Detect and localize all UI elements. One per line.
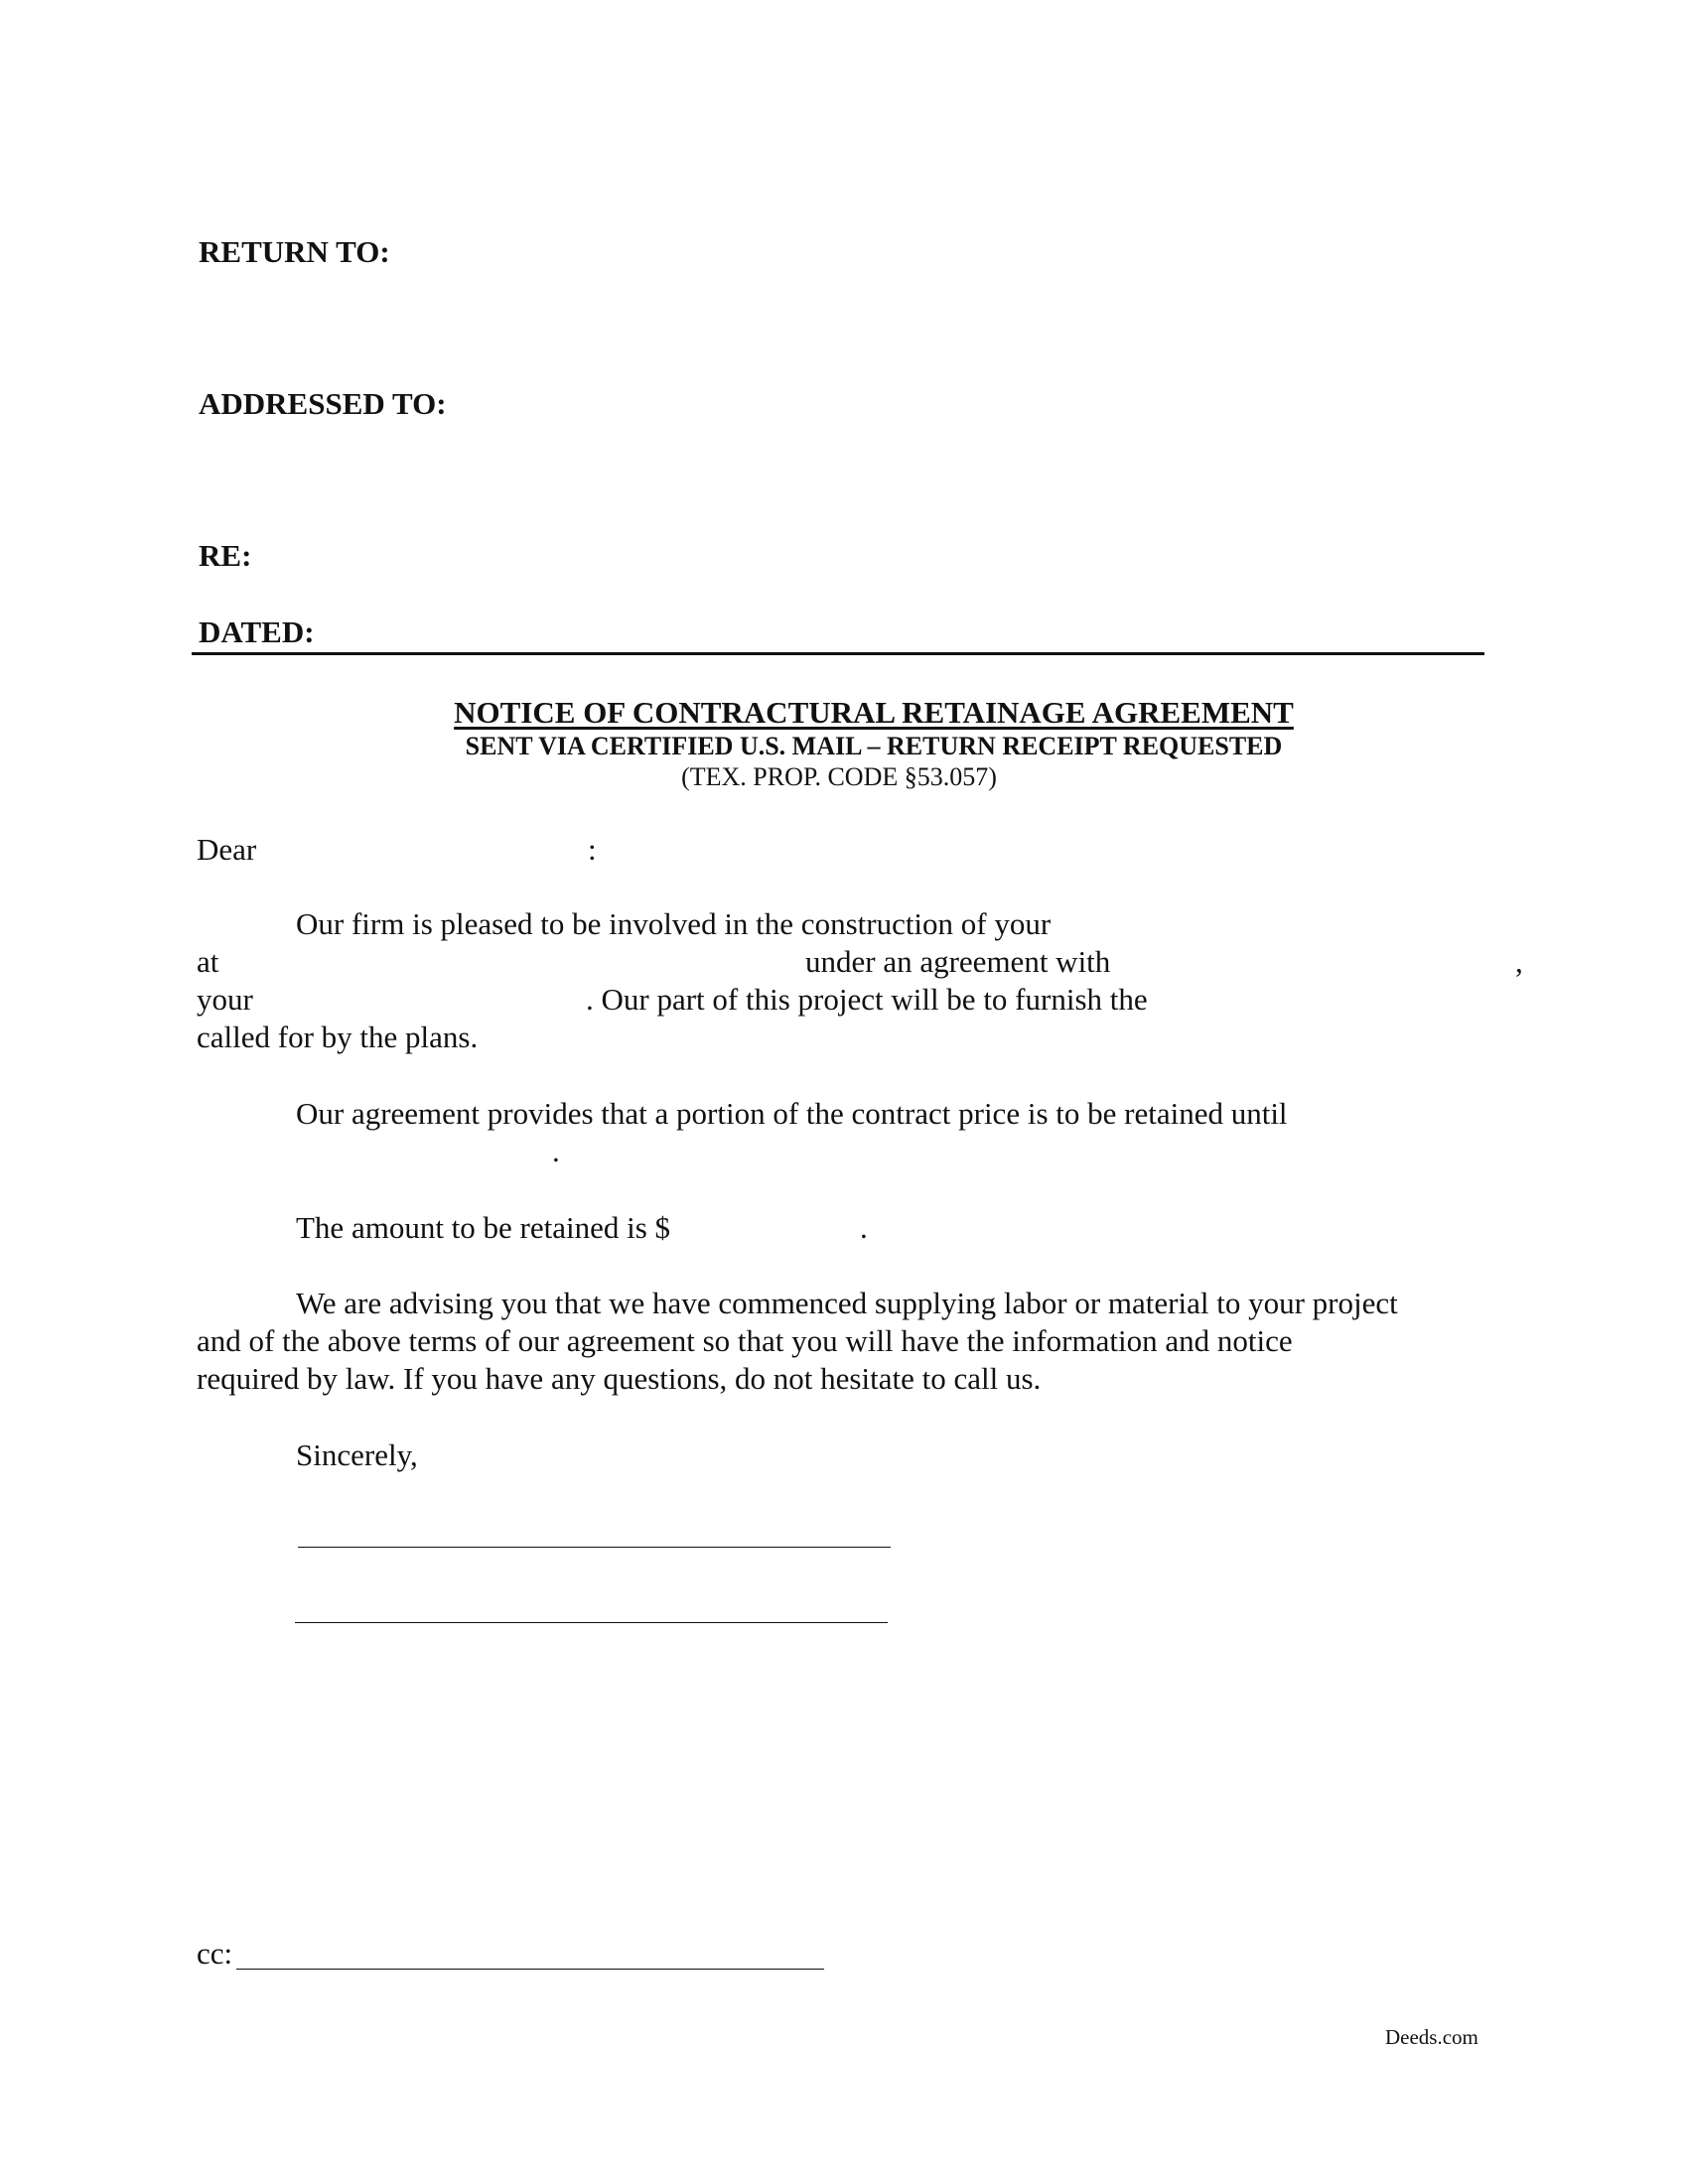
paragraph-4-line-2: and of the above terms of our agreement so that you will have the information and notice [197,1323,1293,1358]
salutation-dear: Dear [197,832,257,867]
header-divider [192,652,1484,655]
paragraph-1-our-part: . Our part of this project will be to furnish the [586,982,1148,1017]
closing-sincerely: Sincerely, [296,1437,418,1472]
footer-brand: Deeds.com [1385,2025,1478,2049]
re-label: RE: [199,538,252,573]
paragraph-4-line-1: We are advising you that we have commenced supplying labor or material to your project [296,1286,1398,1320]
paragraph-2-line-1: Our agreement provides that a portion of the contract price is to be retained until [296,1096,1288,1131]
cc-line [236,1969,824,1970]
paragraph-3-period: . [860,1210,868,1245]
statute-citation: (TEX. PROP. CODE §53.057) [681,762,997,791]
paragraph-1-line-1: Our firm is pleased to be involved in the construction of your [296,906,1052,941]
paragraph-1-your: your [197,982,253,1017]
document-subtitle: SENT VIA CERTIFIED U.S. MAIL – RETURN RECEIPT REQUESTED [465,732,1283,760]
cc-label: cc: [197,1936,233,1971]
document-title: NOTICE OF CONTRACTURAL RETAINAGE AGREEMENT [454,695,1294,730]
return-to-label: RETURN TO: [199,234,390,269]
paragraph-1-called-for: called for by the plans. [197,1020,479,1054]
addressed-to-label: ADDRESSED TO: [199,386,447,421]
paragraph-4-line-3: required by law. If you have any questions, do not hesitate to call us. [197,1361,1042,1396]
signature-line-2 [295,1622,888,1623]
signature-line-1 [298,1547,891,1548]
paragraph-1-under-agreement: under an agreement with [805,944,1111,979]
dated-label: DATED: [199,614,315,649]
paragraph-1-comma: , [1515,944,1523,979]
paragraph-3-amount: The amount to be retained is $ [296,1210,671,1245]
salutation-colon: : [588,832,597,867]
paragraph-2-period: . [552,1134,560,1168]
paragraph-1-at: at [197,944,219,979]
